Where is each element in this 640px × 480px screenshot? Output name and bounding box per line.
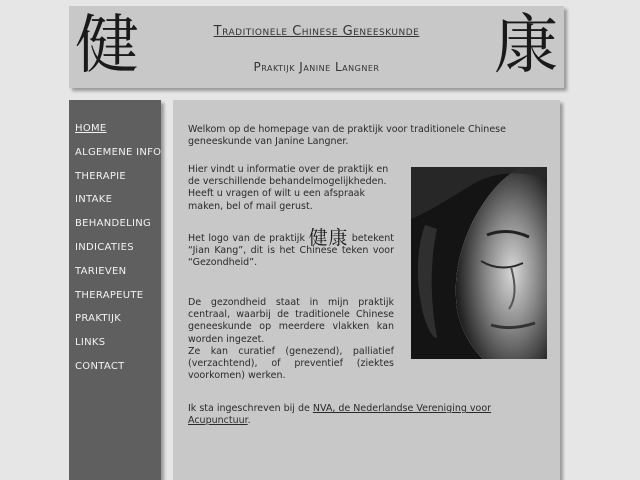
nva-paragraph [188,403,550,427]
nav-item-tarieven[interactable]: TARIEVEN [75,265,127,277]
main-content [173,100,560,480]
info-text-2: Heeft u vragen of wilt u een afspraak maken, bel of mail gerust. [188,188,365,212]
nav-item-praktijk[interactable]: PRAKTIJK [75,313,122,325]
nav-item-home[interactable]: HOME [75,123,107,134]
nva-link[interactable]: NVA, de Nederlandse Vereniging voor Acupunctuur [188,403,492,427]
nav-item-indicaties[interactable]: INDICATIES [75,241,134,253]
health-paragraph [188,297,394,382]
nav-item-links[interactable]: LINKS [75,337,106,349]
nav-item-therapeute[interactable]: THERAPEUTE [75,289,144,301]
sidebar-nav [69,100,161,480]
logo-text-before: Het logo van de praktijk [188,233,305,244]
info-text-1: Hier vindt u informatie over de praktijk en de verschillende behandelmogelijkheden. [188,164,389,188]
info-paragraph [188,164,400,213]
jian-kang-characters: 健康 [308,227,349,249]
nav-item-therapie[interactable]: THERAPIE [75,170,127,182]
nva-text-after: . [247,415,251,427]
nav-item-algemene-info[interactable]: ALGEMENE INFO [75,146,162,158]
welcome-text: Welkom op de homepage van de praktijk voor traditionele Chinese geneeskunde van Janine Langner. [188,124,506,148]
logo-text-after: betekent “Jian Kang”, dit is het Chinese teken voor “Gezondheid”. [188,233,394,269]
site-title[interactable]: Traditionele Chinese Geneeskunde [213,24,420,39]
nav-item-behandeling[interactable]: BEHANDELING [75,218,152,230]
site-header [69,6,564,88]
nav-menu [75,122,161,384]
nav-item-intake[interactable]: INTAKE [75,194,113,206]
site-subtitle: Praktijk Janine Langner [253,60,380,74]
health-text-2: Ze kan curatief (genezend), palliatief (verzachtend), of preventief (ziektes voorkomen) werken. [188,345,394,382]
kang-character-logo: 康 [494,9,558,83]
nav-item-contact[interactable]: CONTACT [75,360,125,372]
logo-paragraph [188,227,394,270]
jian-character-logo: 健 [75,9,139,83]
health-text-1: De gezondheid staat in mijn praktijk centraal, waarbij de traditionele Chinese geneeskunde op meerdere vlakken kan worden ingezet. [188,297,394,345]
nva-text-before: Ik sta ingeschreven bij de [188,403,310,414]
buddha-head-image [411,167,547,359]
